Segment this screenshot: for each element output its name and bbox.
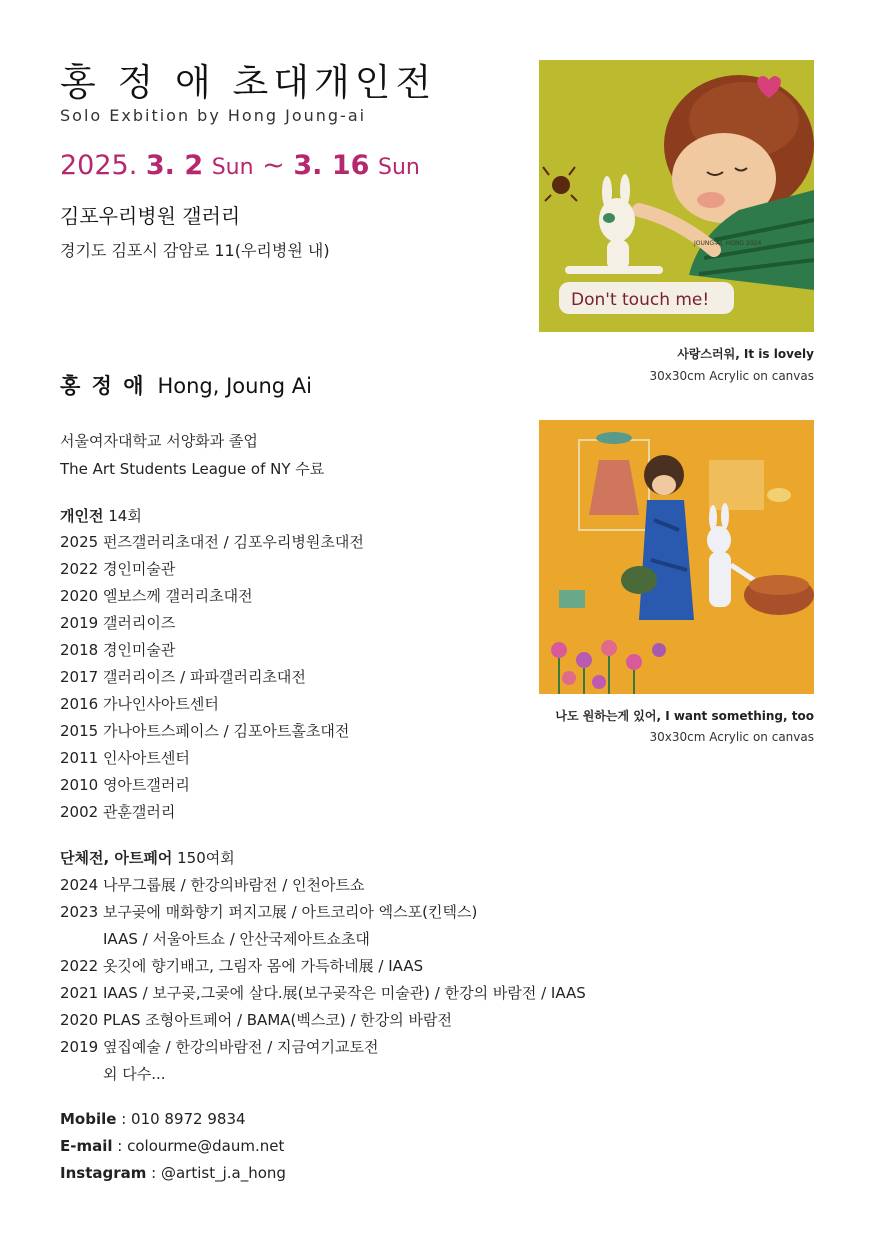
date-end: 3. 16 bbox=[293, 150, 370, 181]
group-exhibition-item: IAAS / 서울아트쇼 / 안산국제아트쇼초대 bbox=[103, 930, 370, 948]
solo-exhibition-item: 2011 인사아트센터 bbox=[60, 749, 190, 767]
solo-exhibition-item: 2025 펀즈갤러리초대전 / 김포우리병원초대전 bbox=[60, 533, 364, 551]
instagram-value[interactable]: : @artist_j.a_hong bbox=[146, 1164, 286, 1182]
exhibition-dates bbox=[60, 150, 420, 181]
artwork-1-inscription: Don't touch me! bbox=[571, 290, 710, 310]
education-item: 서울여자대학교 서양화과 졸업 bbox=[60, 432, 258, 450]
group-exhibition-item: 2019 옆집예술 / 한강의바람전 / 지금여기교토전 bbox=[60, 1038, 379, 1056]
contact-email bbox=[60, 1136, 284, 1156]
email-value[interactable]: : colourme@daum.net bbox=[112, 1137, 285, 1155]
solo-exhibition-item: 2015 가나아트스페이스 / 김포아트홀초대전 bbox=[60, 722, 350, 740]
date-separator: ~ bbox=[262, 150, 285, 181]
contact-instagram bbox=[60, 1163, 286, 1183]
artwork-image-1 bbox=[539, 60, 814, 332]
group-exhibition-item: 외 다수... bbox=[103, 1065, 166, 1083]
group-heading-label: 단체전, 아트페어 bbox=[60, 849, 173, 867]
group-exhibition-item: 2023 보구곶에 매화향기 퍼지고展 / 아트코리아 엑스포(킨텍스) bbox=[60, 903, 478, 921]
solo-exhibition-item: 2010 영아트갤러리 bbox=[60, 776, 190, 794]
date-end-weekday: Sun bbox=[378, 155, 420, 180]
artwork-1-title: 사랑스러워, It is lovely bbox=[677, 347, 814, 361]
exhibition-title: 홍 정 애 초대개인전 bbox=[60, 61, 437, 104]
solo-exhibition-item: 2022 경인미술관 bbox=[60, 560, 176, 578]
artist-name bbox=[60, 370, 312, 400]
date-start: 3. 2 bbox=[145, 150, 204, 181]
artwork-2-title: 나도 원하는게 있어, I want something, too bbox=[555, 709, 814, 723]
contact-mobile bbox=[60, 1109, 246, 1129]
education-item: The Art Students League of NY 수료 bbox=[60, 460, 325, 478]
solo-exhibition-item: 2002 관훈갤러리 bbox=[60, 803, 176, 821]
group-exhibition-item: 2022 옷깃에 향기배고, 그림자 몸에 가득하네展 / IAAS bbox=[60, 957, 424, 975]
group-exhibitions-heading bbox=[60, 848, 235, 868]
instagram-label: Instagram bbox=[60, 1164, 147, 1182]
solo-heading-label: 개인전 bbox=[60, 507, 104, 525]
solo-exhibition-item: 2017 갤러리이즈 / 파파갤러리초대전 bbox=[60, 668, 306, 686]
solo-exhibition-item: 2018 경인미술관 bbox=[60, 641, 176, 659]
artwork-2-details: 30x30cm Acrylic on canvas bbox=[649, 730, 814, 744]
group-exhibition-item: 2021 IAAS / 보구곶,그곶에 살다.展(보구곶작은 미술관) / 한강의 바람전 / IAAS bbox=[60, 984, 586, 1002]
solo-exhibitions-heading bbox=[60, 506, 142, 526]
mobile-label: Mobile bbox=[60, 1110, 117, 1128]
venue-name: 김포우리병원 갤러리 bbox=[60, 204, 241, 228]
artwork-2-illustration bbox=[539, 420, 814, 694]
solo-exhibition-item: 2020 엘보스께 갤러리초대전 bbox=[60, 587, 253, 605]
artist-name-english: Hong, Joung Ai bbox=[157, 374, 312, 398]
solo-heading-count: 14회 bbox=[103, 507, 142, 525]
group-exhibition-item: 2024 나무그룹展 / 한강의바람전 / 인천아트쇼 bbox=[60, 876, 365, 894]
date-year: 2025. bbox=[60, 150, 138, 181]
exhibition-subtitle: Solo Exbition by Hong Joung-ai bbox=[60, 106, 367, 125]
date-start-weekday: Sun bbox=[211, 155, 254, 180]
artwork-image-2 bbox=[539, 420, 814, 694]
mobile-value[interactable]: : 010 8972 9834 bbox=[116, 1110, 246, 1128]
artwork-1-illustration bbox=[539, 60, 814, 332]
group-heading-count: 150여회 bbox=[172, 849, 235, 867]
artist-name-korean: 홍 정 애 bbox=[60, 374, 146, 398]
venue-address: 경기도 김포시 감암로 11(우리병원 내) bbox=[60, 241, 330, 260]
group-exhibition-item: 2020 PLAS 조형아트페어 / BAMA(벡스코) / 한강의 바람전 bbox=[60, 1011, 452, 1029]
solo-exhibition-item: 2019 갤러리이즈 bbox=[60, 614, 176, 632]
artwork-1-signature: JOUNG-AI, HONG 2024 bbox=[694, 240, 762, 247]
artwork-1-details: 30x30cm Acrylic on canvas bbox=[649, 369, 814, 383]
email-label: E-mail bbox=[60, 1137, 113, 1155]
solo-exhibition-item: 2016 가나인사아트센터 bbox=[60, 695, 219, 713]
